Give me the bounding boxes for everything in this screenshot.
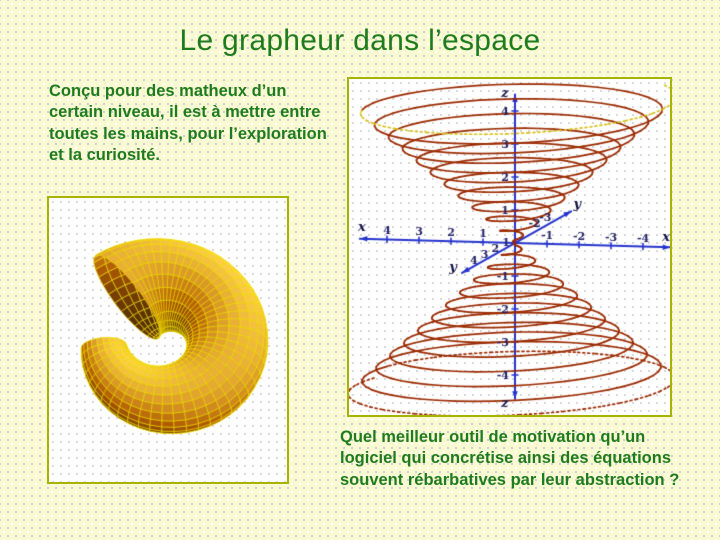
torus-figure-panel bbox=[47, 196, 289, 484]
intro-paragraph: Conçu pour des matheux d’un certain niveau, il est à mettre entre toutes les mains, pour l’exploration et la curiosité. bbox=[49, 82, 327, 165]
torus-figure-canvas bbox=[49, 198, 287, 482]
closing-paragraph: Quel meilleur outil de motivation qu’un logiciel qui concrétise ainsi des équations souvent rébarbatives par leur abstraction ? bbox=[340, 428, 680, 489]
spiral-plot-panel bbox=[347, 77, 672, 417]
spiral-plot-canvas bbox=[349, 79, 670, 415]
slide-title: Le grapheur dans l’espace bbox=[179, 24, 541, 57]
